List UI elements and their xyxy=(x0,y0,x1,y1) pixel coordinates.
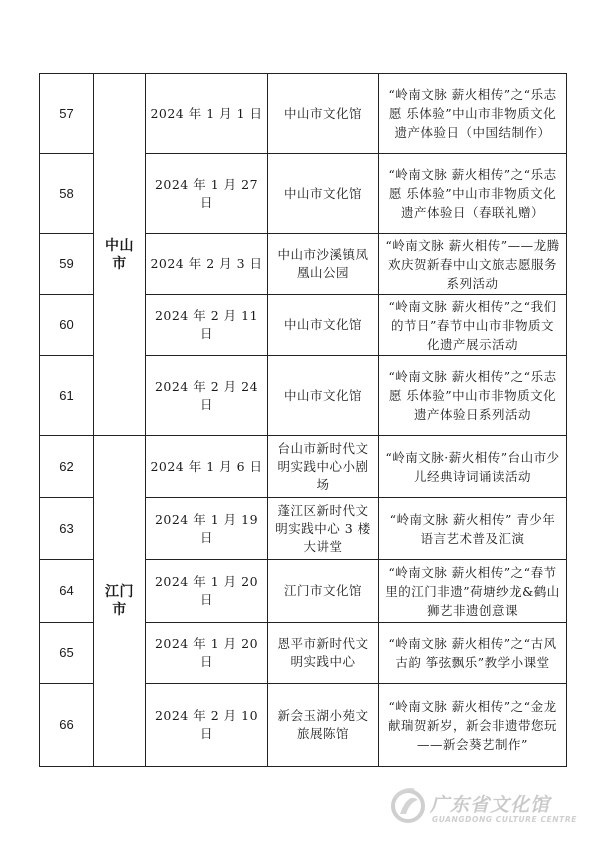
activity-cell: “岭南文脉 薪火相传”之“我们的节日”春节中山市非物质文化遗产展示活动 xyxy=(379,295,567,356)
date-cell: 2024 年 1 月 6 日 xyxy=(146,436,268,498)
city-cell-zhongshan: 中山市 xyxy=(94,74,146,436)
date-cell: 2024 年 1 月 19 日 xyxy=(146,498,268,560)
watermark-logo xyxy=(388,784,588,832)
row-number: 62 xyxy=(40,436,94,498)
watermark-name-en: GUANGDONG CULTURE CENTRE xyxy=(432,815,577,824)
date-cell: 2024 年 1 月 1 日 xyxy=(146,74,268,154)
activity-cell: “岭南文脉 薪火相传” 青少年语言艺术普及汇演 xyxy=(379,498,567,560)
row-number: 65 xyxy=(40,623,94,684)
table-row xyxy=(40,436,567,498)
activity-cell: “岭南文脉 薪火相传”之“乐志愿 乐体验”中山市非物质文化遗产体验日系列活动 xyxy=(379,356,567,436)
date-cell: 2024 年 2 月 24 日 xyxy=(146,356,268,436)
row-number: 60 xyxy=(40,295,94,356)
venue-cell: 蓬江区新时代文明实践中心 3 楼大讲堂 xyxy=(268,498,379,560)
venue-cell: 中山市沙溪镇凤凰山公园 xyxy=(268,234,379,295)
row-number: 66 xyxy=(40,684,94,767)
venue-cell: 中山市文化馆 xyxy=(268,74,379,154)
row-number: 57 xyxy=(40,74,94,154)
date-cell: 2024 年 2 月 3 日 xyxy=(146,234,268,295)
city-cell-jiangmen: 江门市 xyxy=(94,436,146,767)
date-cell: 2024 年 1 月 20 日 xyxy=(146,623,268,684)
activity-cell: “岭南文脉 薪火相传”之“春节里的江门非遗”荷塘纱龙&鹤山狮艺非遗创意课 xyxy=(379,560,567,623)
date-cell: 2024 年 1 月 27 日 xyxy=(146,154,268,234)
activity-cell: “岭南文脉 薪火相传”之“乐志愿 乐体验”中山市非物质文化遗产体验日（春联礼赠） xyxy=(379,154,567,234)
activity-cell: “岭南文脉 薪火相传”之“古风古韵 筝弦飘乐”教学小课堂 xyxy=(379,623,567,684)
venue-cell: 中山市文化馆 xyxy=(268,356,379,436)
culture-centre-logo-icon xyxy=(388,784,428,828)
table-row xyxy=(40,74,567,154)
row-number: 58 xyxy=(40,154,94,234)
venue-cell: 中山市文化馆 xyxy=(268,154,379,234)
row-number: 63 xyxy=(40,498,94,560)
date-cell: 2024 年 1 月 20 日 xyxy=(146,560,268,623)
venue-cell: 恩平市新时代文明实践中心 xyxy=(268,623,379,684)
venue-cell: 江门市文化馆 xyxy=(268,560,379,623)
row-number: 64 xyxy=(40,560,94,623)
venue-cell: 台山市新时代文明实践中心小剧场 xyxy=(268,436,379,498)
activity-cell: “岭南文脉·薪火相传”台山市少儿经典诗词诵读活动 xyxy=(379,436,567,498)
activity-cell: “岭南文脉 薪火相传”——龙腾欢庆贺新春中山文旅志愿服务系列活动 xyxy=(379,234,567,295)
watermark-name-cn: 广东省文化馆 xyxy=(430,794,551,816)
activity-cell: “岭南文脉 薪火相传”之“乐志愿 乐体验”中山市非物质文化遗产体验日（中国结制作） xyxy=(379,74,567,154)
venue-cell: 中山市文化馆 xyxy=(268,295,379,356)
venue-cell: 新会玉湖小苑文旅展陈馆 xyxy=(268,684,379,767)
events-table xyxy=(39,73,567,767)
row-number: 61 xyxy=(40,356,94,436)
date-cell: 2024 年 2 月 11 日 xyxy=(146,295,268,356)
row-number: 59 xyxy=(40,234,94,295)
date-cell: 2024 年 2 月 10 日 xyxy=(146,684,268,767)
activity-cell: “岭南文脉 薪火相传”之“金龙献瑞贺新岁，新会非遗带您玩——新会葵艺制作” xyxy=(379,684,567,767)
